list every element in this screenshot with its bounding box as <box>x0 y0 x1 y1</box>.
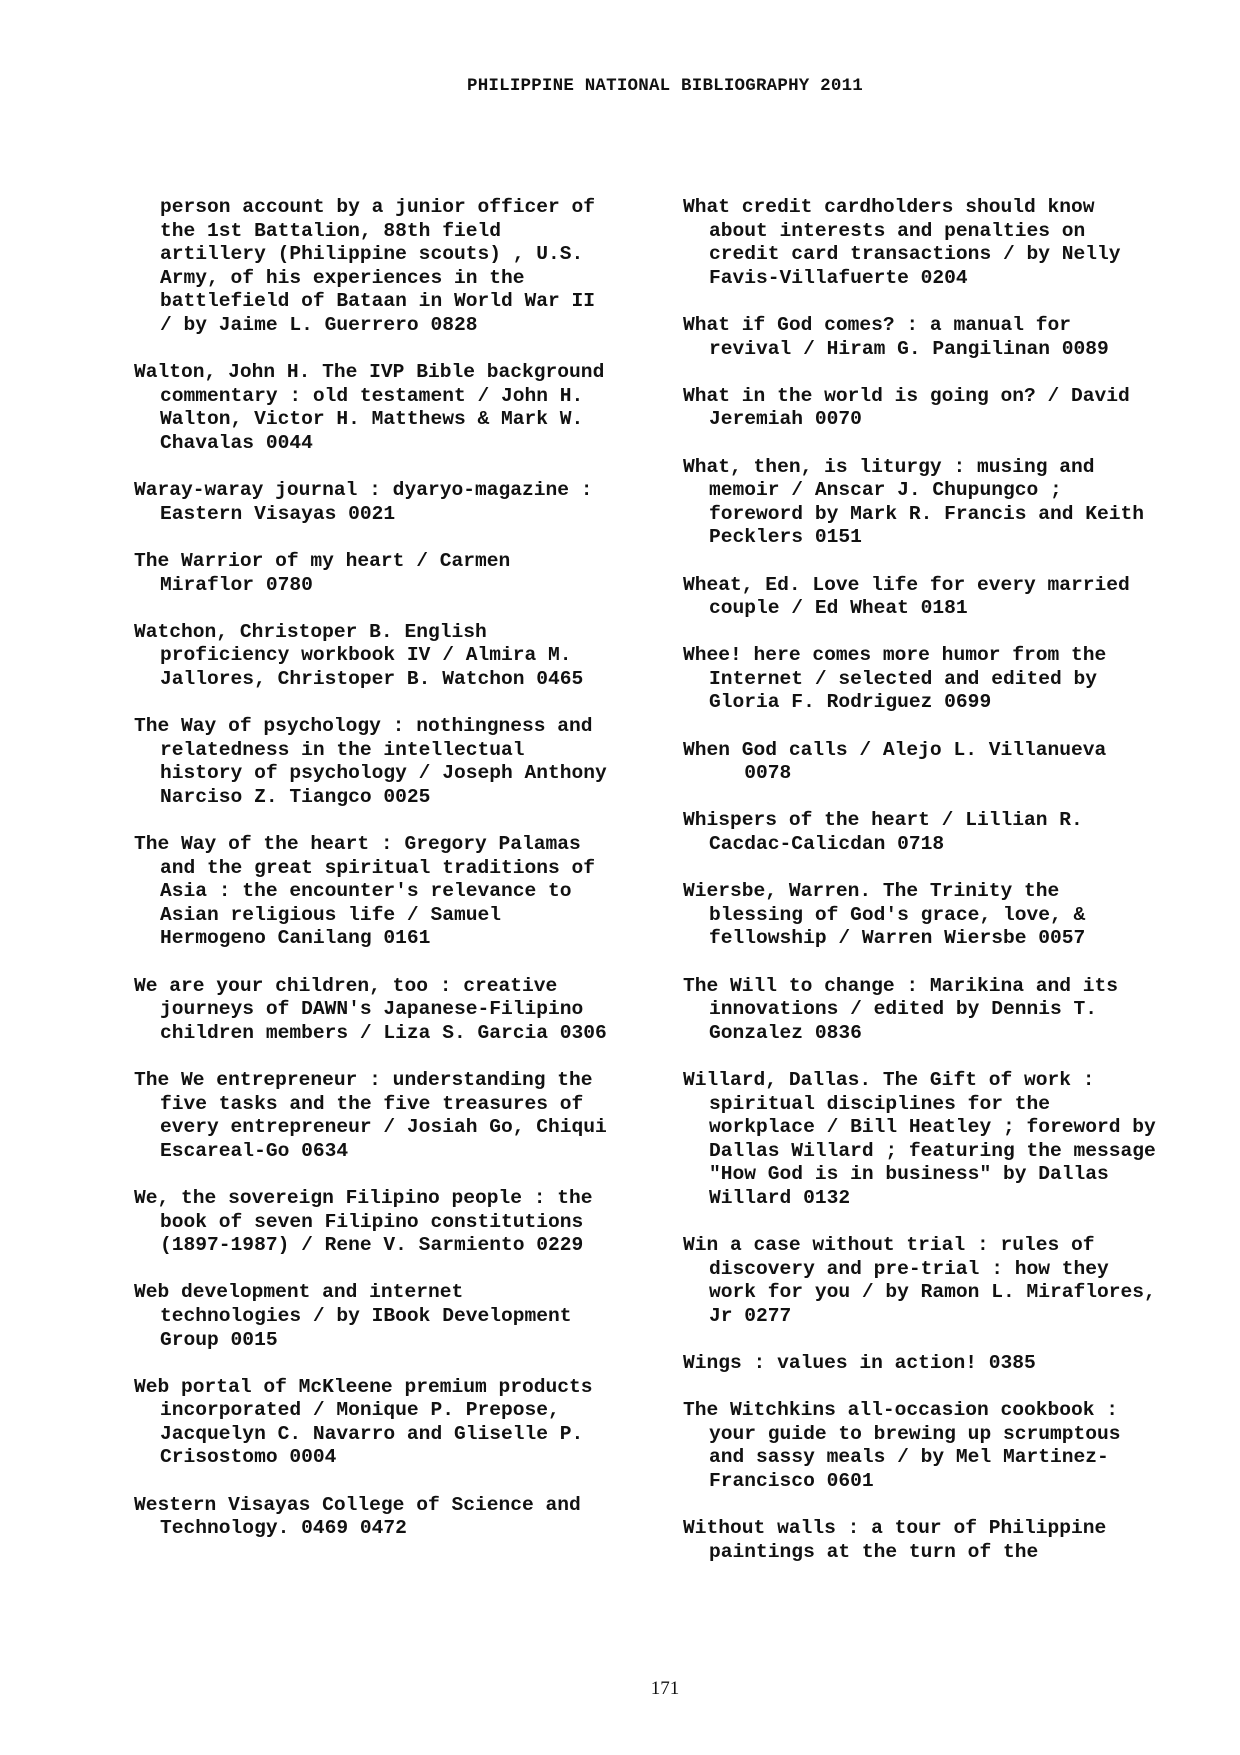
right-column <box>683 196 1223 1588</box>
bib-entry: The Way of psychology : nothingness and relatedness in the intellectual history of psychology / Joseph Anthony Narciso Z. Tiangco 0025 <box>134 715 607 808</box>
bib-entry: The Warrior of my heart / Carmen Miraflor 0780 <box>134 549 511 596</box>
bib-entry: person account by a junior officer of the 1st Battalion, 88th field artillery (Philippine scouts) , U.S. Army, of his experiences in the battlefield of Bataan in World War II / by Jaime L. Guerrero 0828 <box>160 196 596 336</box>
bib-entry: What, then, is liturgy : musing and memoir / Anscar J. Chupungco ; foreword by Mark R. Francis and Keith Pecklers 0151 <box>683 455 1145 549</box>
bib-entry: Without walls : a tour of Philippine paintings at the turn of the <box>683 1517 1107 1563</box>
bib-entry: Wings : values in action! 0385 <box>683 1352 1036 1375</box>
running-head: PHILIPPINE NATIONAL BIBLIOGRAPHY 2011 <box>467 76 863 96</box>
bib-entry: Western Visayas College of Science and Technology. 0469 0472 <box>134 1493 581 1540</box>
bib-entry: The Way of the heart : Gregory Palamas and the great spiritual traditions of Asia : the encounter's relevance to Asian religious life / Samuel Hermogeno Canilang 0161 <box>134 833 596 950</box>
bib-entry: Whispers of the heart / Lillian R. Cacdac-Calicdan 0718 <box>683 809 1083 856</box>
bib-entry: Web portal of McKleene premium products incorporated / Monique P. Prepose, Jacquelyn C. Navarro and Gliselle P. Crisostomo 0004 <box>134 1375 593 1469</box>
bib-entry: We are your children, too : creative journeys of DAWN's Japanese-Filipino children members / Liza S. Garcia 0306 <box>134 974 607 1044</box>
bib-entry: When God calls / Alejo L. Villanueva 0078 <box>683 738 1107 785</box>
bib-entry: Wiersbe, Warren. The Trinity the blessing of God's grace, love, & fellowship / Warren Wiersbe 0057 <box>683 880 1086 950</box>
bib-entry: Web development and internet technologies / by IBook Development Group 0015 <box>134 1281 572 1351</box>
bib-entry: The Witchkins all-occasion cookbook : your guide to brewing up scrumptous and sassy meals / by Mel Martinez- Francisco 0601 <box>683 1399 1121 1493</box>
bib-entry: We, the sovereign Filipino people : the book of seven Filipino constitutions (1897-1987) / Rene V. Sarmiento 0229 <box>134 1186 593 1257</box>
bib-entry: What credit cardholders should know about interests and penalties on credit card transactions / by Nelly Favis-Villafuerte 0204 <box>683 196 1121 289</box>
left-column <box>134 196 674 1564</box>
bib-entry: Watchon, Christoper B. English proficiency workbook IV / Almira M. Jallores, Christoper B. Watchon 0465 <box>134 620 584 690</box>
bib-entry: Willard, Dallas. The Gift of work : spiritual disciplines for the workplace / Bill Heatley ; foreword by Dallas Willard ; featuring the message "How God is in business" by Dallas Willard 0132 <box>683 1068 1156 1209</box>
bib-entry: Walton, John H. The IVP Bible background commentary : old testament / John H. Walton, Victor H. Matthews & Mark W. Chavalas 0044 <box>134 361 605 454</box>
bib-entry: Whee! here comes more humor from the Internet / selected and edited by Gloria F. Rodriguez 0699 <box>683 644 1107 714</box>
bib-entry: What in the world is going on? / David Jeremiah 0070 <box>683 384 1130 431</box>
bib-entry: Wheat, Ed. Love life for every married couple / Ed Wheat 0181 <box>683 573 1130 620</box>
bib-entry: The We entrepreneur : understanding the five tasks and the five treasures of every entrepreneur / Josiah Go, Chiqui Escareal-Go 0634 <box>134 1068 607 1162</box>
page-number: 171 <box>650 1678 680 1699</box>
bib-entry: Waray-waray journal : dyaryo-magazine : Eastern Visayas 0021 <box>134 479 593 525</box>
bib-entry: The Will to change : Marikina and its innovations / edited by Dennis T. Gonzalez 0836 <box>683 974 1119 1044</box>
bib-entry: Win a case without trial : rules of discovery and pre-trial : how they work for you / by Ramon L. Miraflores, Jr 0277 <box>683 1234 1156 1327</box>
bib-entry: What if God comes? : a manual for revival / Hiram G. Pangilinan 0089 <box>683 313 1109 360</box>
